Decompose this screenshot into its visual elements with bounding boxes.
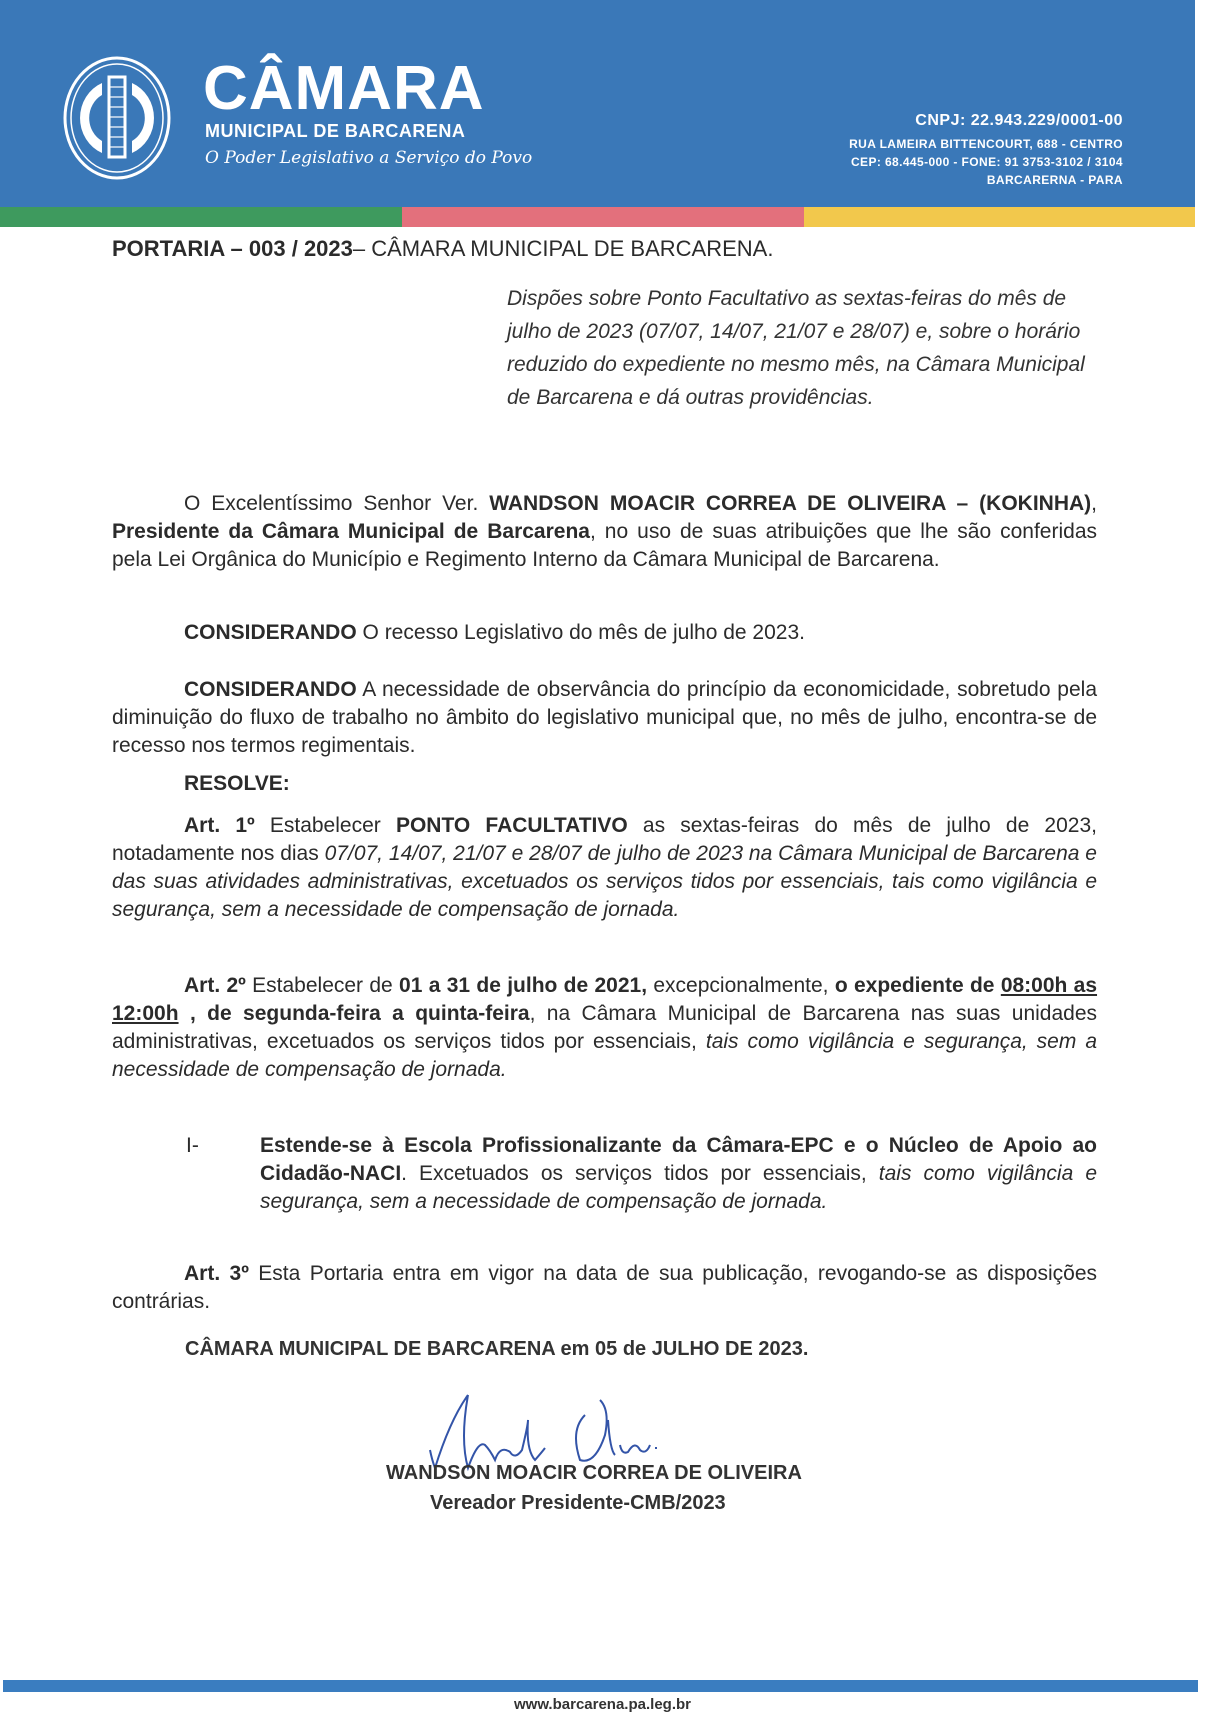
resolve-label: RESOLVE: (184, 772, 290, 795)
resolve-heading (112, 770, 1097, 798)
item-italic: tais como vigilância e segurança, sem a necessidade de compensação de jornada. (260, 1162, 1097, 1213)
article-label: Art. 2º (184, 974, 246, 997)
item-number: I- (186, 1134, 199, 1157)
chamber-logo-icon (62, 55, 172, 181)
signer-role: Vereador Presidente-CMB/2023 (430, 1492, 726, 1514)
document-title (112, 235, 1097, 263)
footer-url[interactable]: www.barcarena.pa.leg.br (513, 1696, 691, 1713)
intro-rest: , no uso de suas atribuições que lhe são conferidas pela Lei Orgânica do Município e Regimento Interno da Câmara Municipal de Barcarena. (112, 520, 1097, 571)
item-bold: Estende-se à Escola Profissionalizante da Câmara-EPC e o Núcleo de Apoio ao Cidadão-NACI (260, 1134, 1097, 1185)
stripe-green (0, 207, 402, 227)
considerando-label: CONSIDERANDO (184, 678, 357, 701)
cnpj: CNPJ: 22.943.229/0001-00 (915, 112, 1123, 129)
contact-block (849, 112, 1123, 189)
article-italic: 07/07, 14/07, 21/07 e 28/07 de julho de 2023 na Câmara Municipal de Barcarena e das suas atividades administrativas, excetuados os serviços tidos por essenciais, tais como vigilância e segurança, sem a necessidade de compensação de jornada. (112, 842, 1097, 921)
article-2 (112, 972, 1097, 1084)
article-bold: , de segunda-feira a quinta-feira (178, 1002, 530, 1025)
letterhead-banner (0, 0, 1195, 207)
article-1 (112, 812, 1097, 924)
article-text: excepcionalmente, (647, 974, 835, 997)
stripe-pink (402, 207, 804, 227)
item-1 (186, 1132, 1097, 1216)
portaria-number: PORTARIA – 003 / 2023 (112, 236, 353, 261)
considerando-2 (112, 676, 1097, 760)
item-text: . Excetuados os serviços tidos por essenciais, (401, 1162, 879, 1185)
title-rest: – CÂMARA MUNICIPAL DE BARCARENA. (352, 236, 774, 261)
brand-motto: O Poder Legislativo a Serviço do Povo (205, 148, 533, 168)
president-name: WANDSON MOACIR CORREA DE OLIVEIRA – (KOKINHA) (489, 492, 1092, 515)
footer-bar (3, 1680, 1198, 1692)
article-bold: o expediente de (834, 974, 1001, 997)
article-italic: tais como vigilância e segurança, sem a necessidade de compensação de jornada. (112, 1030, 1098, 1081)
date-line: CÂMARA MUNICIPAL DE BARCARENA em 05 de JULHO DE 2023. (185, 1338, 809, 1360)
considerando-text: O recesso Legislativo do mês de julho de 2023. (356, 621, 805, 644)
stripe-yellow (804, 207, 1195, 227)
brand-title: CÂMARA (203, 54, 485, 123)
article-text: Estabelecer de (245, 974, 400, 997)
considerando-text: A necessidade de observância do princípio da economicidade, sobretudo pela diminuição do fluxo de trabalho no âmbito do legislativo municipal que, no mês de julho, encontra-se de recesso nos termos regimentais. (112, 678, 1097, 757)
intro-paragraph (112, 490, 1097, 574)
article-label: Art. 3º (184, 1262, 249, 1285)
article-bold: PONTO FACULTATIVO (395, 814, 628, 837)
address: RUA LAMEIRA BITTENCOURT, 688 - CENTRO (849, 137, 1123, 151)
signer-name: WANDSON MOACIR CORREA DE OLIVEIRA (386, 1462, 802, 1484)
article-3 (112, 1260, 1097, 1316)
considerando-1 (112, 619, 1097, 647)
article-text: Estabelecer (254, 814, 396, 837)
article-label: Art. 1º (184, 814, 255, 837)
president-role: Presidente da Câmara Municipal de Barcarena (112, 520, 590, 543)
city: BARCARERNA - PARA (986, 173, 1123, 187)
article-text: , na Câmara Municipal de Barcarena nas suas unidades administrativas, excetuados os serviços tidos por essenciais, (112, 1002, 1097, 1053)
intro-sep: , (1091, 492, 1097, 515)
article-bold: 01 a 31 de julho de 2021, (399, 974, 648, 997)
article-text: as sextas-feiras do mês de julho de 2023, notadamente nos dias (112, 814, 1097, 865)
summary: Dispões sobre Ponto Facultativo as sextas-feiras do mês de julho de 2023 (07/07, 14/07, 21/07 e 28/07) e, sobre o horário reduzido do expediente no mesmo mês, na Câmara Municipal de Barcarena e dá outras providências. (507, 287, 1085, 409)
article-text: Esta Portaria entra em vigor na data de sua publicação, revogando-se as disposições contrárias. (112, 1262, 1097, 1313)
considerando-label: CONSIDERANDO (184, 621, 357, 644)
work-hours: 08:00h as 12:00h (112, 974, 1098, 1025)
cep-phone: CEP: 68.445-000 - FONE: 91 3753-3102 / 3104 (850, 155, 1123, 169)
brand-subtitle: MUNICIPAL DE BARCARENA (205, 121, 466, 141)
intro-lead: O Excelentíssimo Senhor Ver. (184, 492, 490, 515)
